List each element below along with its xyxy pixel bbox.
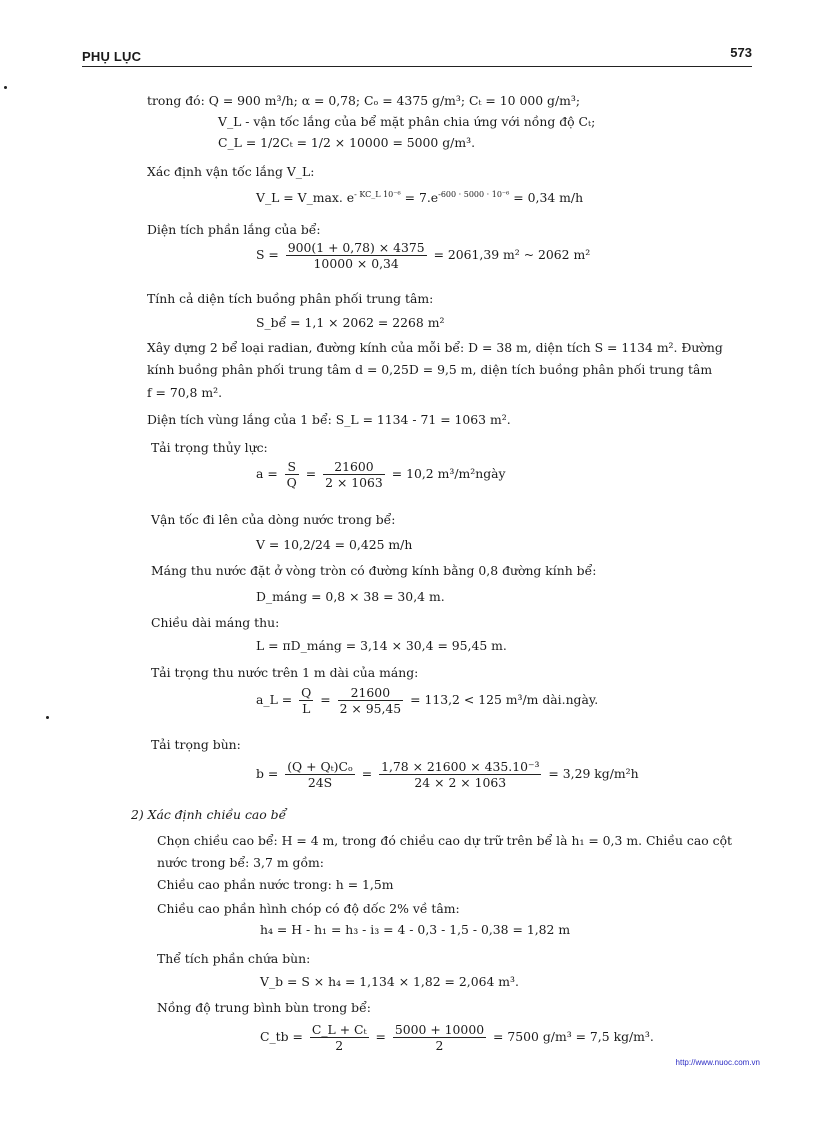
text-line: Nồng độ trung bình bùn trong bể: [157,1000,371,1015]
text-line: V = 10,2/24 = 0,425 m/h [256,537,413,552]
page-header [82,45,752,65]
formula-mean-concentration [260,1022,654,1053]
text-line: Chọn chiều cao bể: H = 4 m, trong đó chiều cao dự trữ trên bể là h₁ = 0,3 m. Chiều cao cột [157,833,733,848]
equals-sign: = [305,466,317,481]
formula-rhs: = 2061,39 m² ~ 2062 m² [433,247,591,262]
formula-area [256,240,590,271]
text-line: V_L - vận tốc lắng của bể mặt phân chia ứng với nồng độ Cₜ; [218,114,596,129]
fraction [310,1022,369,1053]
text-line: V_b = S × h₄ = 1,134 × 1,82 = 2,064 m³. [260,974,519,989]
text-line: L = πD_máng = 3,14 × 30,4 = 95,45 m. [256,638,507,653]
page-number: 573 [730,45,752,60]
scan-dot [46,716,49,719]
numerator: 900(1 + 0,78) × 4375 [287,240,425,255]
numerator: Q [301,685,312,700]
footer-url-link[interactable]: http://www.nuoc.com.vn [675,1058,760,1067]
denominator: 24S [307,775,333,790]
text-line: Chiều cao phần nước trong: h = 1,5m [157,877,394,892]
formula-rhs: = 7500 g/m³ = 7,5 kg/m³. [493,1029,654,1044]
text-line: Tải trọng thu nước trên 1 m dài của máng: [151,665,419,680]
equals-sign: = [361,766,373,781]
formula-lhs: a_L = [256,692,293,707]
denominator: 2 [435,1038,444,1053]
text-line: Máng thu nước đặt ở vòng tròn có đường kính bằng 0,8 đường kính bể: [151,563,597,578]
text-line: Chiều dài máng thu: [151,615,280,630]
text-line: Diện tích vùng lắng của 1 bể: S_L = 1134 - 71 = 1063 m². [147,412,511,427]
equals-sign: = [320,692,331,707]
numerator: 21600 [323,459,385,475]
fraction [393,1022,486,1053]
formula-part: = 0,34 m/h [513,190,584,205]
fraction [379,759,541,790]
text-line: nước trong bể: 3,7 m gồm: [157,855,324,870]
fraction [285,759,355,790]
denominator: Q [286,475,297,490]
formula-velocity [256,190,583,206]
numerator: 21600 [338,685,404,701]
formula-lhs: a = [256,466,278,481]
text-line: C_L = 1/2Cₜ = 1/2 × 10000 = 5000 g/m³. [218,135,476,150]
text-line: Xây dựng 2 bể loại radian, đường kính của mỗi bể: D = 38 m, diện tích S = 1134 m². Đường [147,340,723,355]
formula-lhs: C_tb = [260,1029,303,1044]
text-line: Chiều cao phần hình chóp có độ dốc 2% về tâm: [157,901,460,916]
fraction [323,459,385,490]
denominator: 2 × 1063 [325,475,383,490]
formula-rhs: = 3,29 kg/m²h [548,766,639,781]
formula-lhs: b = [256,766,279,781]
fraction [299,685,313,716]
formula-weir-load [256,685,598,716]
formula-part: = 7.e [404,190,439,205]
numerator: 5000 + 10000 [394,1022,485,1037]
equals-sign: = [375,1029,386,1044]
formula-rhs: = 113,2 < 125 m³/m dài.ngày. [410,692,599,707]
fraction [285,459,299,490]
formula-rhs: = 10,2 m³/m²ngày [391,466,506,481]
formula-sludge-load [256,759,639,790]
fraction [286,240,427,271]
text-line: f = 70,8 m². [147,385,223,400]
text-line: Xác định vận tốc lắng V_L: [147,164,315,179]
section-heading: 2) Xác định chiều cao bể [131,807,287,822]
formula-exponent: -600 · 5000 · 10⁻⁶ [438,189,510,199]
text-line: kính buồng phân phối trung tâm d = 0,25D = 9,5 m, diện tích buồng phân phối trung tâm [147,362,713,377]
text-line: trong đó: Q = 900 m³/h; α = 0,78; Cₒ = 4375 g/m³; Cₜ = 10 000 g/m³; [147,93,581,108]
denominator: 2 × 95,45 [339,701,402,716]
text-line: Tính cả diện tích buồng phân phối trung tâm: [147,291,434,306]
header-rule [82,66,752,67]
formula-part: V_L = V_max. e [256,190,355,205]
formula-lhs: S = [256,247,279,262]
numerator: (Q + Qₜ)Cₒ [287,759,353,774]
denominator: 24 × 2 × 1063 [414,775,507,790]
text-line: h₄ = H - h₁ = h₃ - i₃ = 4 - 0,3 - 1,5 - 0,38 = 1,82 m [260,922,571,937]
numerator: C_L + Cₜ [311,1022,367,1037]
text-line: Tải trọng bùn: [151,737,241,752]
denominator: 10000 × 0,34 [313,256,399,271]
text-line: Tải trọng thủy lực: [151,440,268,455]
formula-exponent: - KC_L 10⁻⁶ [354,189,401,199]
numerator: 1,78 × 21600 × 435.10⁻³ [381,759,540,774]
text-line: Thể tích phần chứa bùn: [157,951,311,966]
text-line: Vận tốc đi lên của dòng nước trong bể: [151,512,396,527]
fraction [338,685,404,716]
denominator: 2 [335,1038,344,1053]
text-line: D_máng = 0,8 × 38 = 30,4 m. [256,589,445,604]
text-line: S_bể = 1,1 × 2062 = 2268 m² [256,315,445,330]
scan-dot [4,86,7,89]
numerator: S [285,459,299,475]
formula-hydraulic-load [256,459,506,490]
text-line: Diện tích phần lắng của bể: [147,222,321,237]
section-title: PHỤ LỤC [82,49,142,64]
denominator: L [302,701,311,716]
